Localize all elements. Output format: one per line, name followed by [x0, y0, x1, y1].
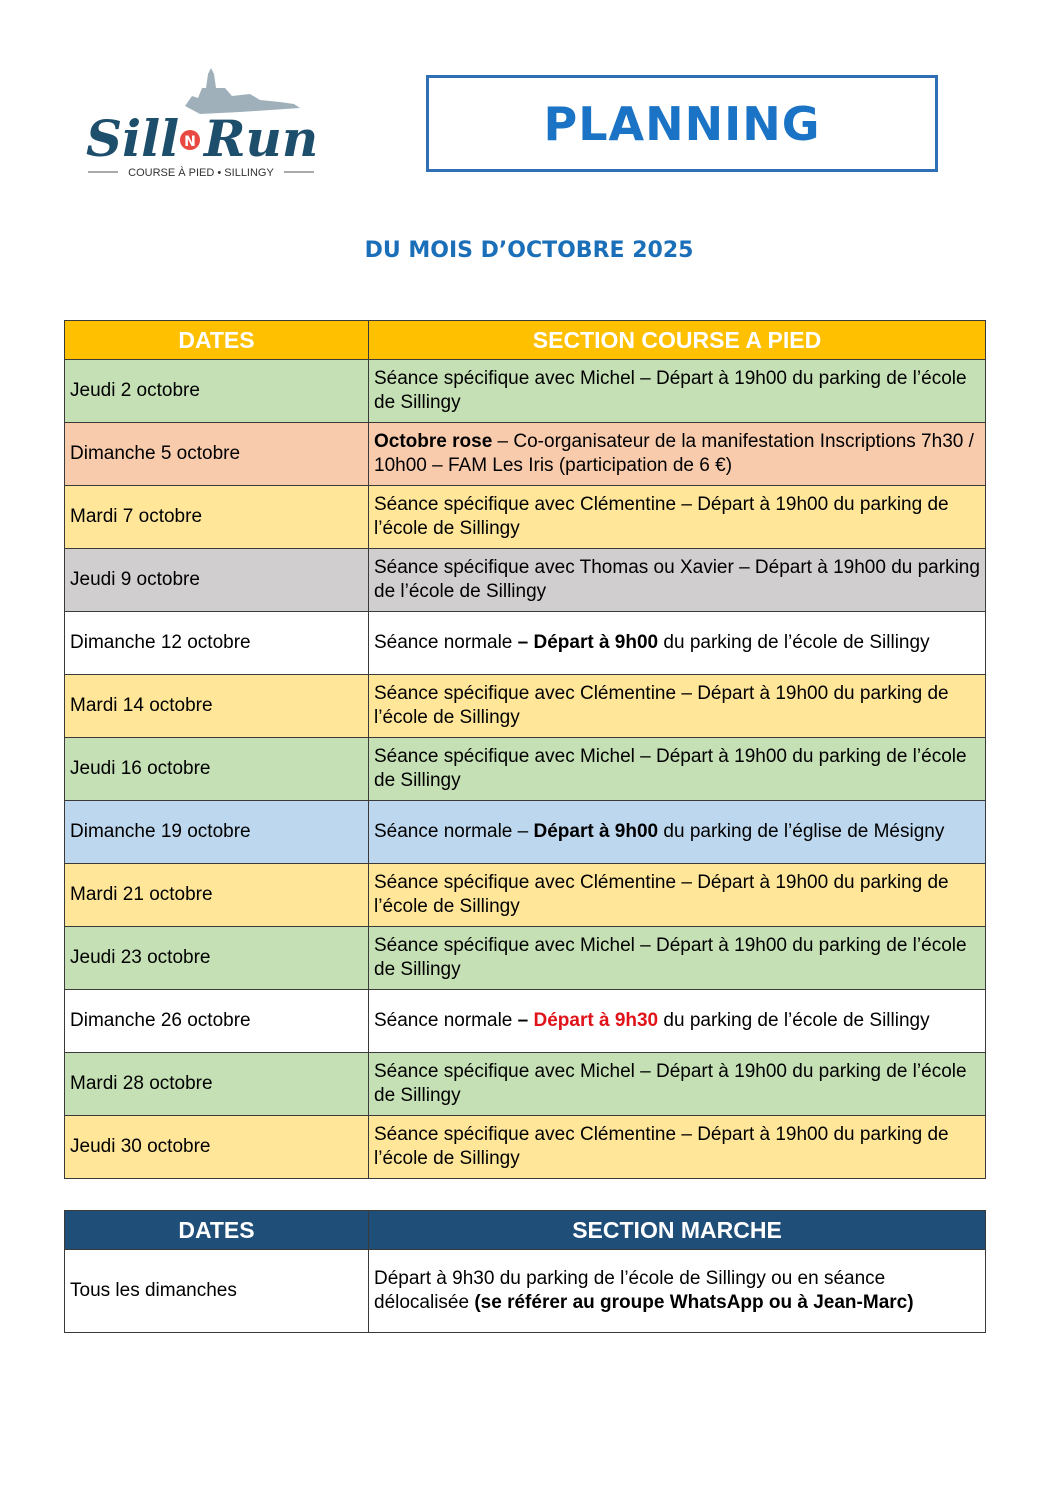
date-cell: Dimanche 12 octobre — [65, 612, 369, 675]
logo-tagline: COURSE À PIED • SILLINGY — [128, 167, 274, 179]
date-cell: Dimanche 26 octobre — [65, 990, 369, 1053]
description-cell — [369, 801, 986, 864]
description-text: Séance spécifique avec Thomas ou Xavier – Départ à 19h00 du parking de l’école de Sillingy — [374, 557, 980, 602]
description-cell — [369, 612, 986, 675]
date-cell: Mardi 7 octobre — [65, 486, 369, 549]
table-row — [65, 990, 986, 1053]
table-row — [65, 486, 986, 549]
col-header-section-marche: SECTION MARCHE — [369, 1211, 986, 1250]
description-text: Départ à 9h30 — [533, 1010, 659, 1031]
logo-graphic — [80, 66, 340, 186]
description-cell — [369, 1250, 986, 1333]
date-cell: Jeudi 9 octobre — [65, 549, 369, 612]
sillnrun-logo — [80, 66, 340, 186]
marche-table-body — [65, 1250, 986, 1333]
date-cell: Jeudi 23 octobre — [65, 927, 369, 990]
date-cell: Tous les dimanches — [65, 1250, 369, 1333]
description-text: – Co-organisateur de la manifestation — [492, 431, 820, 452]
description-text: Séance normale – — [374, 821, 534, 842]
planning-title-box — [426, 75, 938, 172]
description-text: Séance spécifique avec Clémentine – Départ à 19h00 du parking de l’école de Sillingy — [374, 683, 949, 728]
page-subtitle: DU MOIS D’OCTOBRE 2025 — [364, 238, 694, 263]
logo-sill-text: Sill — [86, 109, 180, 168]
table-row — [65, 1250, 986, 1333]
date-cell: Dimanche 5 octobre — [65, 423, 369, 486]
description-text: Départ à 9h30 du parking de l’école de Sillingy ou en séance délocalisée — [374, 1268, 886, 1313]
description-cell — [369, 738, 986, 801]
table-row — [65, 738, 986, 801]
marche-table — [64, 1210, 986, 1333]
col-header-dates: DATES — [65, 1211, 369, 1250]
description-text: Séance spécifique avec Michel – Départ à 19h00 du parking de l’école de Sillingy — [374, 368, 967, 413]
description-text: du parking de l’école de Sillingy — [658, 1010, 930, 1031]
table-row — [65, 360, 986, 423]
date-cell: Mardi 14 octobre — [65, 675, 369, 738]
description-cell — [369, 360, 986, 423]
col-header-section-course: SECTION COURSE A PIED — [369, 321, 986, 360]
description-text: (se référer au groupe WhatsApp ou à Jean-Marc) — [474, 1292, 914, 1313]
description-text: du parking de l’église de Mésigny — [658, 821, 945, 842]
description-cell — [369, 549, 986, 612]
table-row — [65, 864, 986, 927]
date-cell: Jeudi 16 octobre — [65, 738, 369, 801]
table-row — [65, 1116, 986, 1179]
table-row — [65, 612, 986, 675]
description-text: Inscriptions 7h30 / 10h00 – FAM Les Iris (participation de 6 €) — [374, 431, 974, 476]
description-text: Séance spécifique avec Michel – Départ à 19h00 du parking de l’école de Sillingy — [374, 746, 967, 791]
col-header-dates: DATES — [65, 321, 369, 360]
course-table — [64, 320, 986, 1179]
course-table-body — [65, 360, 986, 1179]
description-text: Octobre rose — [374, 431, 493, 452]
table-row — [65, 1053, 986, 1116]
table-row — [65, 675, 986, 738]
description-text: Séance normale — [374, 632, 518, 653]
description-cell — [369, 486, 986, 549]
description-text: Séance normale — [374, 1010, 518, 1031]
description-text: – Départ à 9h00 — [517, 632, 659, 653]
description-cell — [369, 1053, 986, 1116]
description-text: Séance spécifique avec Clémentine – Départ à 19h00 du parking de l’école de Sillingy — [374, 494, 949, 539]
description-cell — [369, 675, 986, 738]
description-cell — [369, 927, 986, 990]
date-cell: Jeudi 30 octobre — [65, 1116, 369, 1179]
marche-table-header — [65, 1211, 986, 1250]
logo-n-text: N — [184, 134, 196, 150]
description-text: Séance spécifique avec Clémentine – Départ à 19h00 du parking de l’école de Sillingy — [374, 872, 949, 917]
description-cell — [369, 423, 986, 486]
description-cell — [369, 990, 986, 1053]
description-cell — [369, 1116, 986, 1179]
table-row — [65, 423, 986, 486]
page-title: PLANNING — [543, 96, 821, 151]
table-row — [65, 927, 986, 990]
logo-run-text: Run — [204, 109, 319, 168]
course-table-header — [65, 321, 986, 360]
description-text: Séance spécifique avec Clémentine – Départ à 19h00 du parking de l’école de Sillingy — [374, 1124, 949, 1169]
date-cell: Mardi 28 octobre — [65, 1053, 369, 1116]
table-row — [65, 549, 986, 612]
table-row — [65, 801, 986, 864]
description-text: Départ à 9h00 — [533, 821, 659, 842]
description-text: Séance spécifique avec Michel – Départ à 19h00 du parking de l’école de Sillingy — [374, 935, 967, 980]
description-cell — [369, 864, 986, 927]
description-text: Séance spécifique avec Michel – Départ à 19h00 du parking de l’école de Sillingy — [374, 1061, 967, 1106]
date-cell: Mardi 21 octobre — [65, 864, 369, 927]
date-cell: Jeudi 2 octobre — [65, 360, 369, 423]
description-text: – — [517, 1010, 534, 1031]
date-cell: Dimanche 19 octobre — [65, 801, 369, 864]
description-text: du parking de l’école de Sillingy — [658, 632, 930, 653]
